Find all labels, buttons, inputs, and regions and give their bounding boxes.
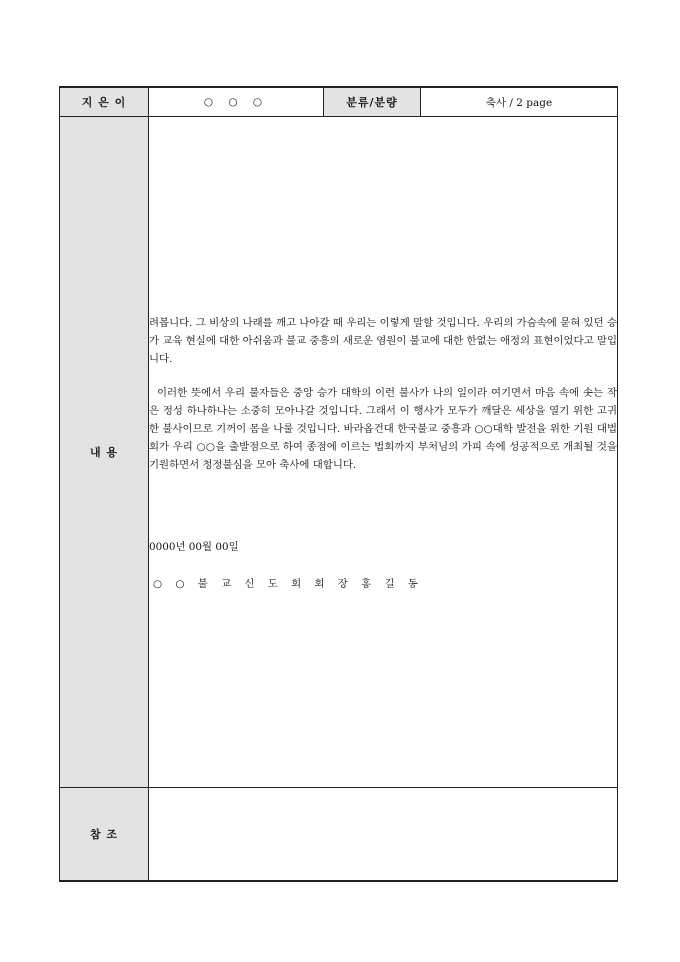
content-cell [149, 117, 618, 788]
content-paragraph-1: 려봅니다. 그 비상의 나래를 깨고 나아갈 때 우리는 이렇게 말할 것입니다. 우리의 가슴속에 묻혀 있던 승가 교육 현실에 대한 아쉬움과 불교 중흥의 새로운 염원이 불교에 대한 한없는 애정의 표현이었다고 말입니다. [149, 317, 617, 365]
reference-value [149, 788, 618, 882]
content-label: 내 용 [60, 117, 149, 788]
content-signer: ○ ○ 불 교 신 도 회 회 장 홍 길 동 [153, 578, 423, 590]
author-value: ○ ○ ○ [149, 87, 324, 117]
category-label: 분류/분량 [324, 87, 421, 117]
content-date: 0000년 00월 00일 [149, 541, 239, 553]
author-label: 지 은 이 [60, 87, 149, 117]
reference-row [60, 788, 618, 882]
category-value: 축사 / 2 page [421, 87, 618, 117]
document-form [59, 86, 617, 882]
content-paragraph-2: 이러한 뜻에서 우리 불자들은 중앙 승가 대학의 이런 불사가 나의 일이라 여기면서 마음 속에 솟는 작은 정성 하나하나는 소중히 모아나갈 것입니다. 그래서 이 행사가 모두가 깨달은 세상을 열기 위한 고귀한 불사이므로 기꺼이 몸을 나룰 것입니다. 바라옵건대 한국불교 중흥과 ○○대학 발전을 위한 기원 대법회가 우리 ○○을 출발점으로 하여 종점에 이르는 법회까지 부처님의 가피 속에 성공적으로 개최될 것을 기원하면서 청정불심을 모아 축사에 대합니다. [149, 387, 617, 471]
reference-label: 참 조 [60, 788, 149, 882]
content-row [60, 117, 618, 788]
header-row [60, 87, 618, 117]
form-table [59, 86, 618, 882]
